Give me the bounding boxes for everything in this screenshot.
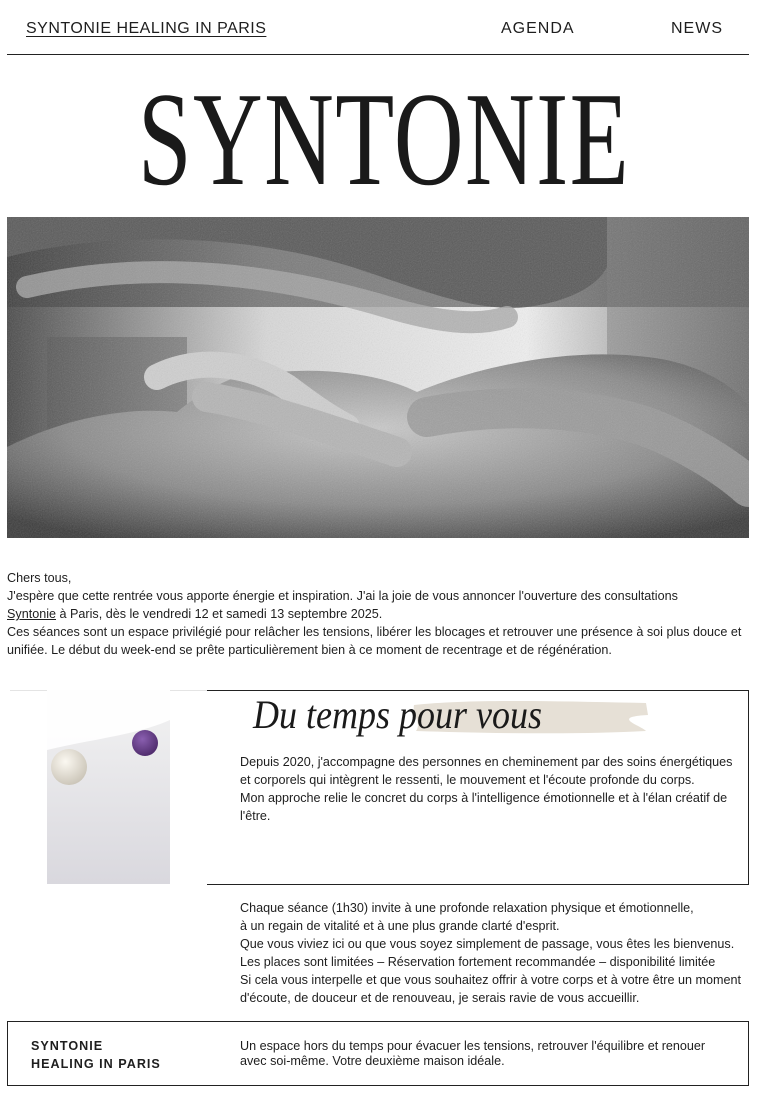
syntonie-link[interactable]: Syntonie [7, 607, 57, 621]
masthead-title: SYNTONIE [137, 65, 631, 213]
nav-brand-link[interactable]: SYNTONIE HEALING IN PARIS [26, 20, 267, 37]
intro-paragraph [7, 587, 759, 623]
top-nav [0, 0, 768, 56]
felt-balls-photo [47, 690, 170, 884]
nav-divider [7, 54, 749, 55]
intro-line3: Ces séances sont un espace privilégié pour relâcher les tensions, libérer les blocages et retrouver une présence à soi plus douce et unifiée. Le début du week-end se prête particulièrement bien à ce moment de recentrage et de régénération. [7, 625, 742, 657]
details-line-5: Si cela vous interpelle et que vous souhaitez offrir à votre corps et à votre être un moment d'écoute, de douceur et de renouveau, je serais ravie de vous accueillir. [240, 973, 741, 1005]
footer-brand-line2: HEALING IN PARIS [31, 1057, 161, 1071]
hero-image [7, 217, 749, 538]
section-paragraph-1: Depuis 2020, j'accompagne des personnes en cheminement par des soins énergétiques et corporels qui intègrent le ressenti, le mouvement et l'écoute profonde du corps. [240, 755, 733, 787]
details-line-3: Que vous viviez ici ou que vous soyez simplement de passage, vous êtes les bienvenus. [240, 937, 735, 951]
intro-greeting: Chers tous, [7, 571, 72, 585]
section-body [240, 753, 745, 825]
footer-brand-line1: SYNTONIE [31, 1039, 104, 1053]
details-line-2: à un regain de vitalité et à une plus grande clarté d'esprit. [240, 919, 560, 933]
intro-line1: J'espère que cette rentrée vous apporte énergie et inspiration. J'ai la joie de vous annoncer l'ouverture des consultations [7, 589, 678, 603]
nav-agenda-link[interactable]: AGENDA [501, 20, 575, 37]
nav-news-link[interactable]: NEWS [671, 20, 723, 37]
footer-tagline: Un espace hors du temps pour évacuer les tensions, retrouver l'équilibre et renouer avec soi-même. Votre deuxième maison idéale. [240, 1039, 706, 1068]
intro-line2: à Paris, dès le vendredi 12 et samedi 13 septembre 2025. [56, 607, 383, 621]
section-paragraph-2: Mon approche relie le concret du corps à l'intelligence émotionnelle et à l'élan créatif de l'être. [240, 791, 728, 823]
intro-letter [7, 569, 759, 659]
footer-box [7, 1021, 749, 1086]
section-title: Du temps pour vous [253, 692, 542, 737]
footer-brand [31, 1037, 211, 1073]
session-details [240, 899, 750, 1007]
details-line-4: Les places sont limitées – Réservation fortement recommandée – disponibilité limitée [240, 955, 716, 969]
details-line-1: Chaque séance (1h30) invite à une profonde relaxation physique et émotionnelle, [240, 901, 694, 915]
